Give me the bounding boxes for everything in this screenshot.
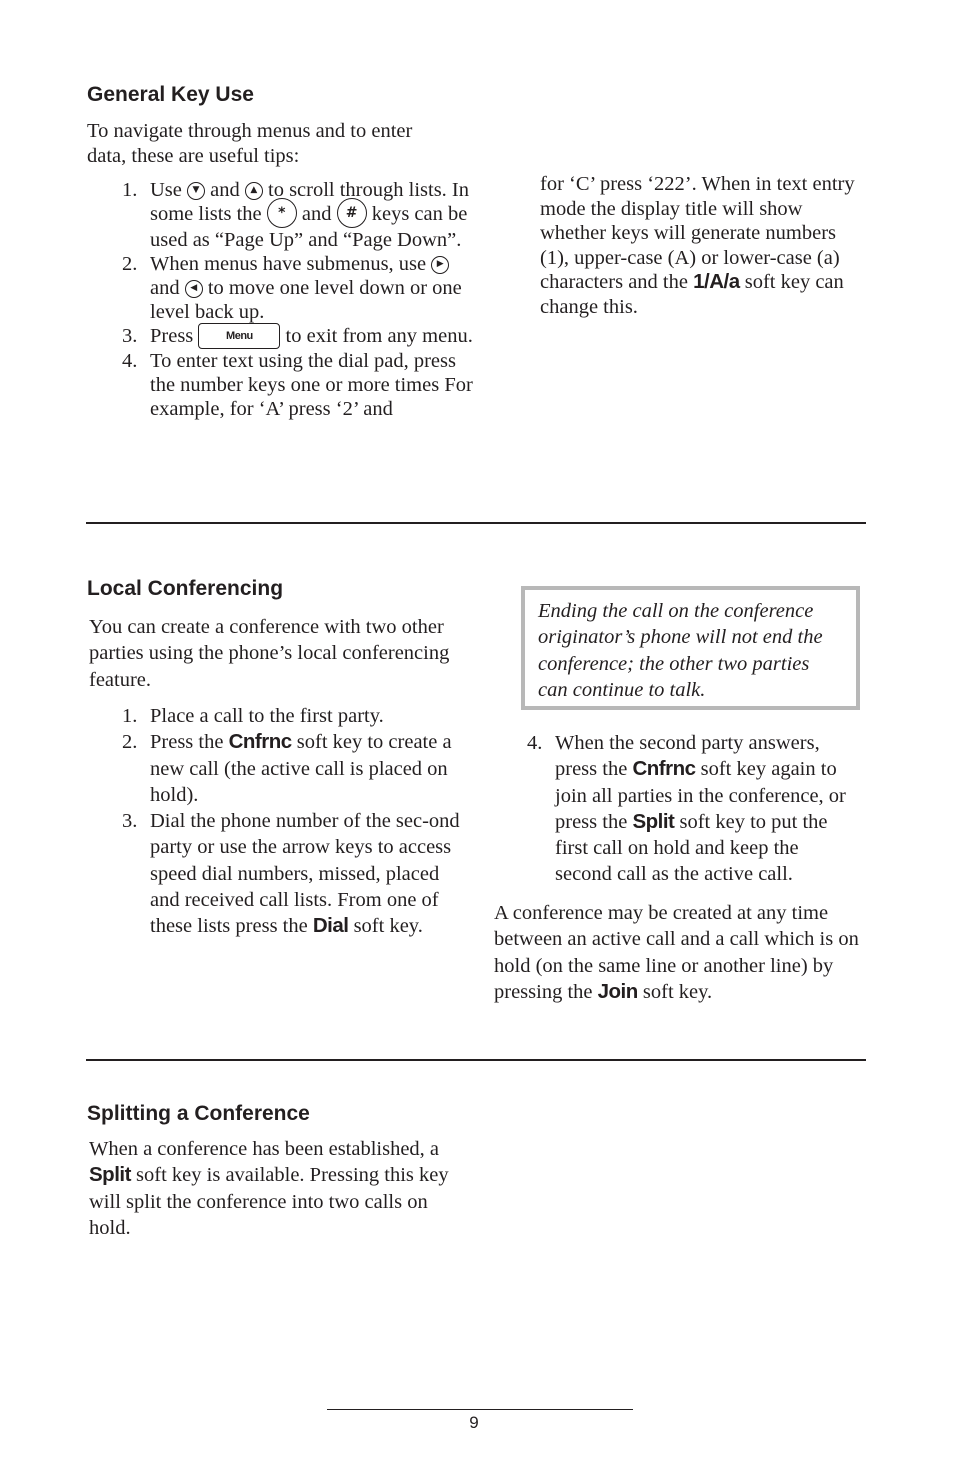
down-arrow-key-icon: ▼ (187, 182, 205, 200)
list-item: 1. Use ▼ and ▲ to scroll through lists. In some lists the * and # keys can be used as “Page Up” and “Page Down”. (122, 179, 470, 251)
local-conferencing-list-continued (527, 730, 857, 888)
note-box (521, 586, 860, 710)
page-number: 9 (469, 1413, 479, 1432)
list-item: 3. Press Menu to exit from any menu. (122, 324, 477, 348)
softkey-label-join: Join (597, 979, 638, 1003)
star-key-icon: * (267, 198, 297, 228)
section-heading-general-key-use: General Key Use (87, 83, 254, 106)
up-arrow-key-icon: ▲ (245, 182, 263, 200)
local-conferencing-intro: You can create a conference with two other parties using the phone’s local conferencing feature. (89, 616, 450, 691)
note-text: Ending the call on the conference originator’s phone will not end the conference; the other two parties can continue to talk. (538, 600, 823, 701)
section-divider (86, 1059, 866, 1061)
softkey-label-dial: Dial (312, 914, 349, 938)
local-conferencing-closing: A conference may be created at any time between an active call and a call which is on hold (on the same line or another line) by pressing the Join soft key. (494, 902, 859, 1003)
local-conferencing-list (122, 703, 467, 940)
general-key-use-continuation: for ‘C’ press ‘222’. When in text entry mode the display title will show whether keys will generate numbers (1), upper-case (A) or lower-case (a) characters and the 1/A/a soft key can change this. (540, 173, 855, 318)
general-key-use-intro: To navigate through menus and to enter data, these are useful tips: (87, 120, 413, 167)
menu-key-icon: Menu (198, 323, 280, 349)
section-heading-splitting-a-conference: Splitting a Conference (87, 1102, 310, 1125)
general-key-use-list (122, 178, 477, 421)
list-item: 4. When the second party answers, press the Cnfrnc soft key again to join all parties in the conference, or press the Split soft key to put the first call on hold and keep the second call as the active call. (527, 732, 846, 886)
section-heading-local-conferencing: Local Conferencing (87, 577, 284, 600)
softkey-label-split: Split (632, 809, 675, 833)
section-divider (86, 522, 866, 524)
splitting-conference-text: When a conference has been established, a Split soft key is available. Pressing this key will split the conference into two calls on hold. (89, 1138, 449, 1239)
softkey-label-1-a-a: 1/A/a (693, 270, 740, 293)
list-item: 2. When menus have submenus, use ▶ and ◀ to move one level down or one level back up. (122, 252, 462, 324)
list-item: 3. Dial the phone number of the sec-ond party or use the arrow keys to access speed dial numbers, missed, placed and received call lists. From one of these lists press the Dial soft key. (122, 810, 460, 938)
softkey-label-cnfrnc: Cnfrnc (228, 730, 292, 754)
softkey-label-split: Split (89, 1163, 131, 1187)
softkey-label-cnfrnc: Cnfrnc (632, 757, 696, 781)
list-item: 2. Press the Cnfrnc soft key to create a new call (the active call is placed on hold). (122, 730, 452, 806)
left-arrow-key-icon: ◀ (185, 280, 203, 298)
right-arrow-key-icon: ▶ (431, 256, 449, 274)
footer-rule (327, 1409, 633, 1410)
list-item: 1. Place a call to the first party. (122, 705, 384, 727)
hash-key-icon: # (337, 198, 367, 228)
list-item: 4. To enter text using the dial pad, press the number keys one or more times For example, for ‘A’ press ‘2’ and (122, 349, 473, 421)
